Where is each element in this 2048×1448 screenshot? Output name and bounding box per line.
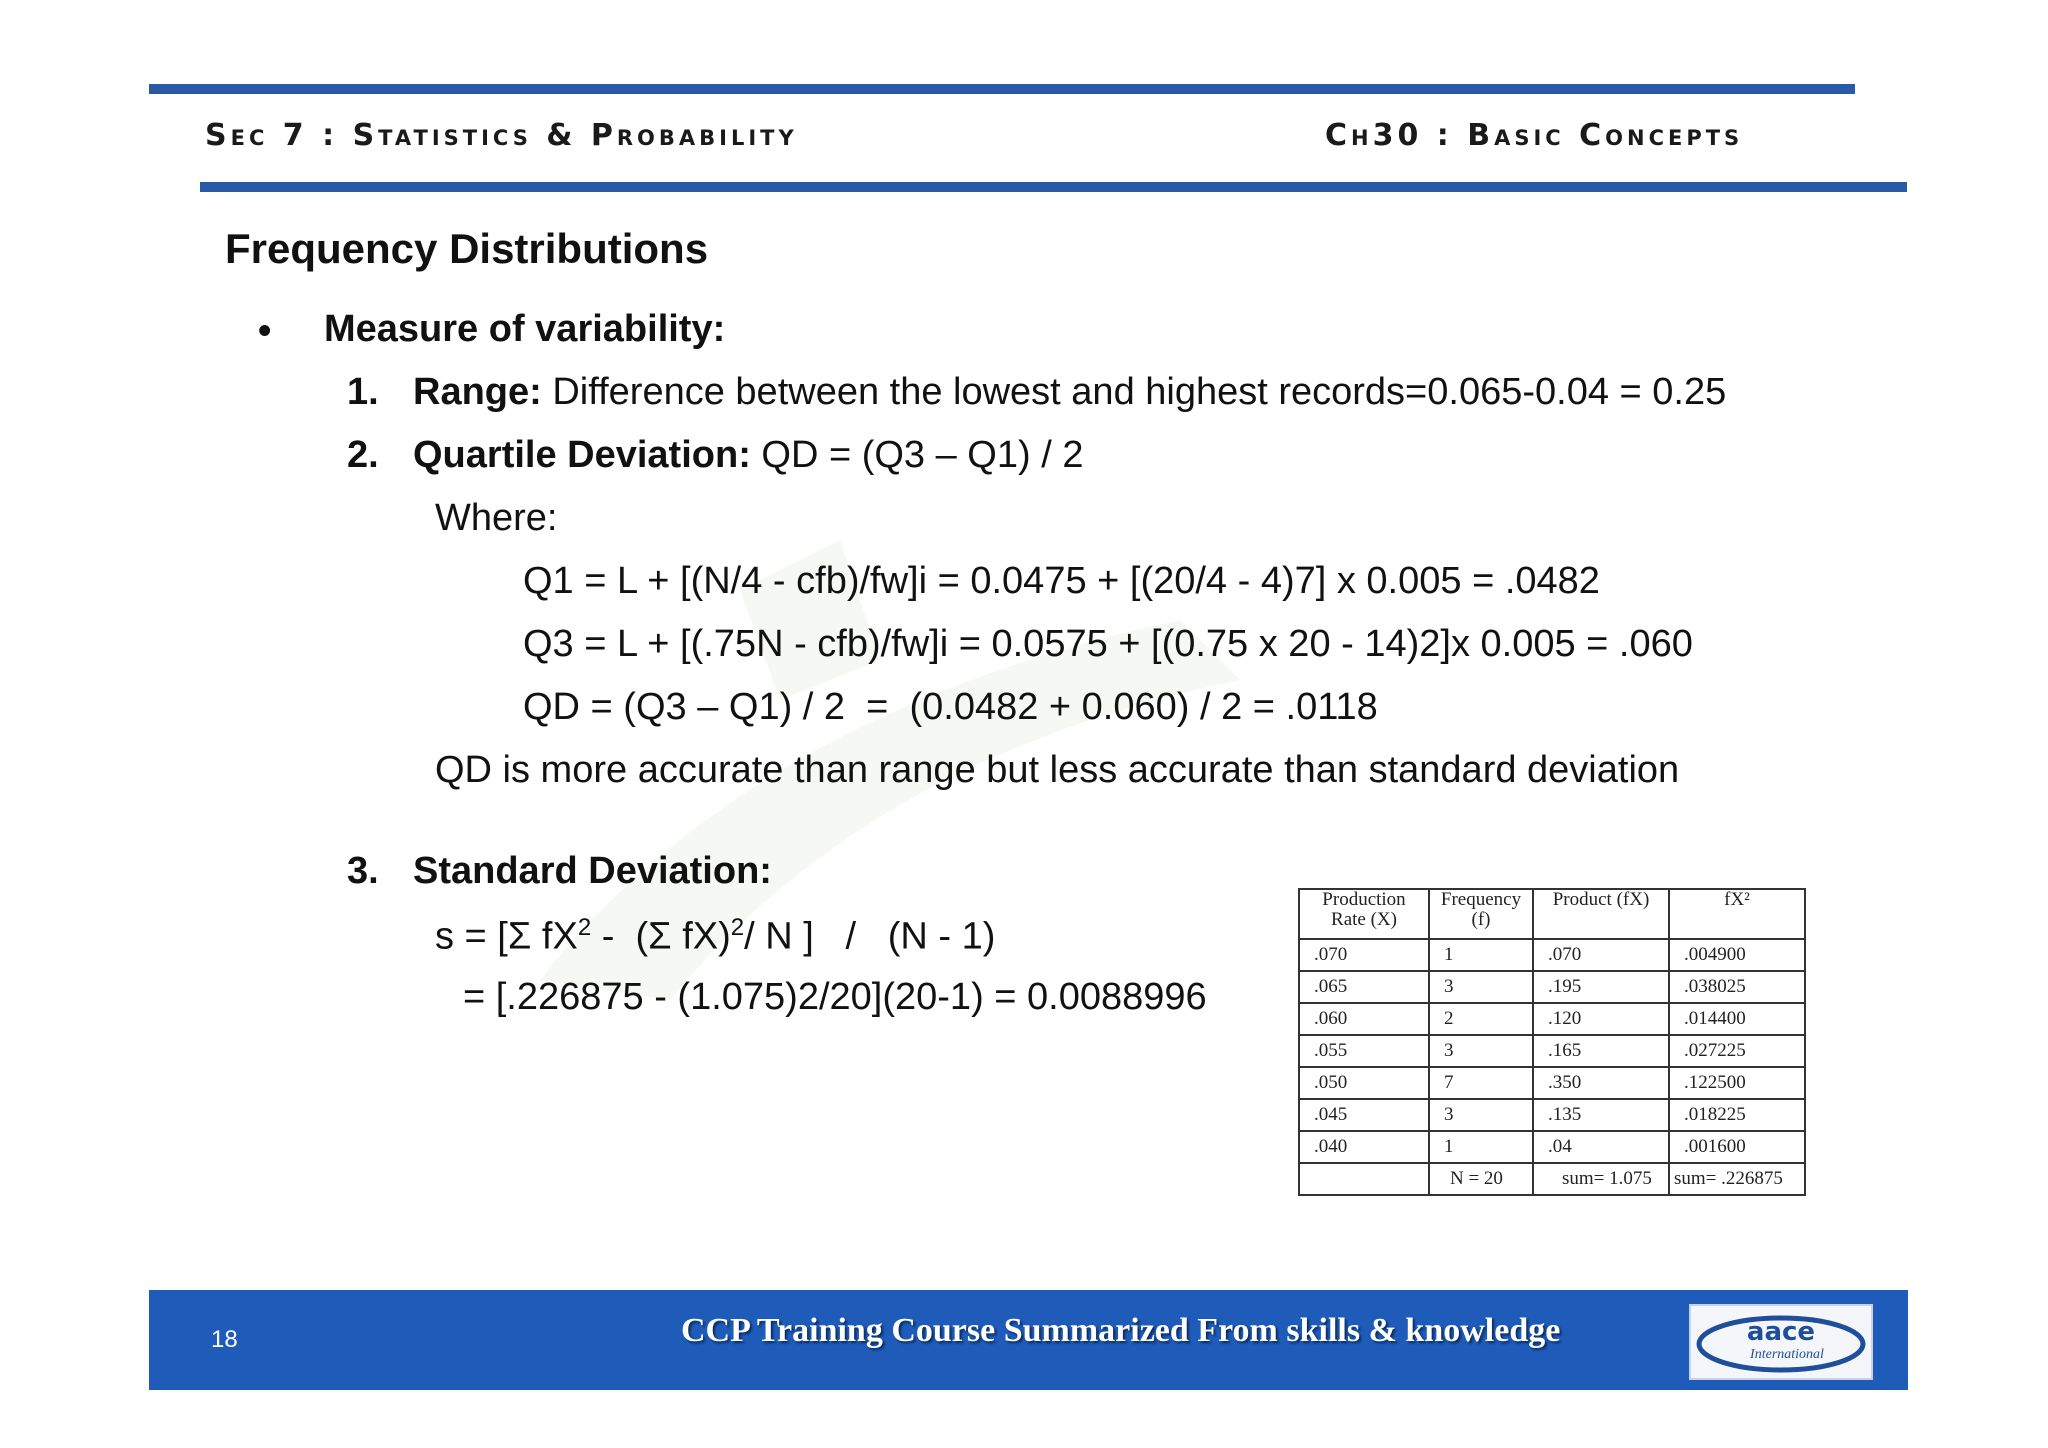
qd-label: Quartile Deviation:: [413, 434, 751, 476]
table-row: [1299, 1099, 1805, 1131]
table-cell: .040: [1299, 1131, 1429, 1163]
qd-line: [413, 434, 1083, 477]
range-text: Difference between the lowest and highest records=0.065-0.04 = 0.25: [552, 371, 1727, 413]
slide-title: Frequency Distributions: [225, 225, 709, 272]
table-cell: .045: [1299, 1099, 1429, 1131]
qd-text: QD = (Q3 – Q1) / 2: [761, 434, 1084, 476]
sd-calculation: = [.226875 - (1.075)2/20](20-1) = 0.0088996: [463, 976, 1207, 1018]
sd-formula: [435, 914, 995, 959]
page-number: 18: [211, 1326, 238, 1353]
table-row: [1299, 1067, 1805, 1099]
sd-formula-a: s = [Σ fX: [435, 915, 578, 958]
table-cell: .055: [1299, 1035, 1429, 1067]
item-number-range: 1.: [347, 371, 379, 413]
table-cell: 7: [1429, 1067, 1533, 1099]
table-cell: .027225: [1669, 1035, 1805, 1067]
sd-formula-c: / N ] / (N - 1): [744, 915, 996, 958]
sd-formula-sup1: 2: [577, 914, 592, 941]
table-cell: .018225: [1669, 1099, 1805, 1131]
where-text: Where:: [435, 497, 558, 539]
table-header-product: Product (fX): [1533, 889, 1669, 939]
table-cell: .120: [1533, 1003, 1669, 1035]
table-footer-n: N = 20: [1429, 1163, 1533, 1195]
qd-calculation: QD = (Q3 – Q1) / 2 = (0.0482 + 0.060) / 2 = .0118: [523, 686, 1378, 728]
table-cell: 3: [1429, 971, 1533, 1003]
table-cell: .04: [1533, 1131, 1669, 1163]
item-number-qd: 2.: [347, 434, 379, 476]
table-cell: .001600: [1669, 1131, 1805, 1163]
bullet-heading: Measure of variability:: [324, 308, 726, 350]
svg-text:aace: aace: [1746, 1317, 1816, 1347]
qd-note: QD is more accurate than range but less accurate than standard deviation: [435, 749, 1680, 791]
table-cell: 1: [1429, 1131, 1533, 1163]
table-row: [1299, 939, 1805, 971]
sd-formula-sup2: 2: [730, 914, 745, 941]
table-cell: .165: [1533, 1035, 1669, 1067]
header-bottom-rule: [200, 182, 1907, 192]
table-cell: .014400: [1669, 1003, 1805, 1035]
table-header-row: [1299, 889, 1805, 939]
table-cell: .350: [1533, 1067, 1669, 1099]
table-footer-row: [1299, 1163, 1805, 1195]
table-cell: .004900: [1669, 939, 1805, 971]
table-cell: .070: [1299, 939, 1429, 971]
table-header-frequency: Frequency (f): [1429, 889, 1533, 939]
table-header-fx2: fX²: [1669, 889, 1805, 939]
footer-bar: [149, 1290, 1908, 1390]
table-footer-sum-fx2: sum= .226875: [1669, 1163, 1805, 1195]
sd-formula-b: - (Σ fX): [591, 915, 731, 958]
aace-logo-icon: [1691, 1306, 1871, 1378]
table-cell: .135: [1533, 1099, 1669, 1131]
table-cell: .038025: [1669, 971, 1805, 1003]
frequency-table: [1298, 888, 1806, 1196]
table-footer-cell: [1299, 1163, 1429, 1195]
table-row: [1299, 1131, 1805, 1163]
table-cell: .050: [1299, 1067, 1429, 1099]
item-number-sd: 3.: [347, 850, 379, 892]
table-cell: .195: [1533, 971, 1669, 1003]
table-row: [1299, 971, 1805, 1003]
table-cell: 3: [1429, 1099, 1533, 1131]
chapter-header: Ch30 : Basic Concepts: [1325, 118, 1744, 153]
q1-formula: Q1 = L + [(N/4 - cfb)/fw]i = 0.0475 + [(20/4 - 4)7] x 0.005 = .0482: [523, 560, 1600, 602]
header-top-rule: [149, 84, 1855, 94]
sd-label: Standard Deviation:: [413, 850, 772, 892]
range-line: [413, 371, 1726, 414]
table-footer-sum-fx: sum= 1.075: [1533, 1163, 1669, 1195]
table-row: [1299, 1035, 1805, 1067]
table-cell: 2: [1429, 1003, 1533, 1035]
q3-formula: Q3 = L + [(.75N - cfb)/fw]i = 0.0575 + [(0.75 x 20 - 14)2]x 0.005 = .060: [523, 623, 1693, 665]
aace-logo: [1689, 1304, 1873, 1380]
svg-text:International: International: [1750, 1347, 1824, 1362]
table-cell: 3: [1429, 1035, 1533, 1067]
footer-text: CCP Training Course Summarized From skills & knowledge: [681, 1312, 1561, 1349]
table-cell: .070: [1533, 939, 1669, 971]
table-cell: .122500: [1669, 1067, 1805, 1099]
section-header: Sec 7 : Statistics & Probability: [205, 118, 798, 153]
table-cell: .065: [1299, 971, 1429, 1003]
table-row: [1299, 1003, 1805, 1035]
table-cell: 1: [1429, 939, 1533, 971]
bullet-dot: •: [258, 310, 272, 352]
table-header-production-rate: Production Rate (X): [1299, 889, 1429, 939]
range-label: Range:: [413, 371, 542, 413]
table-cell: .060: [1299, 1003, 1429, 1035]
